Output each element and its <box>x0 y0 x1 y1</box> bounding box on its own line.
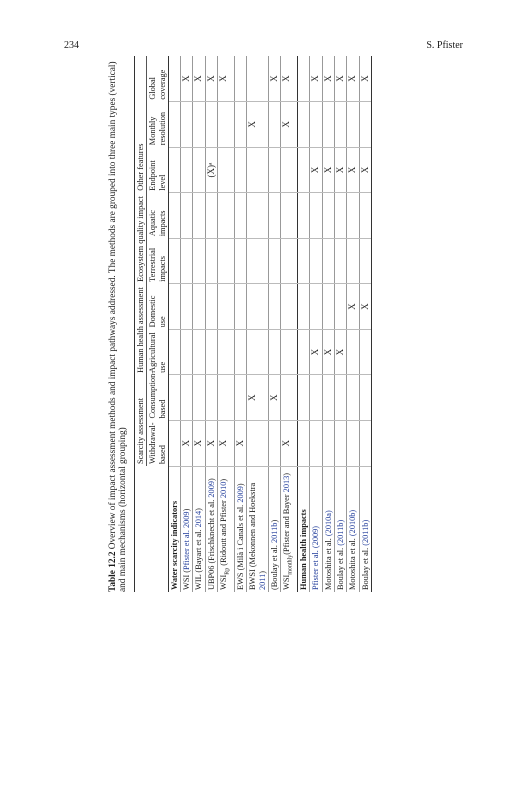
mark-cell <box>218 193 235 239</box>
method-name <box>218 466 235 592</box>
mark-cell <box>193 375 205 421</box>
mark-cell <box>268 284 280 330</box>
mark-cell <box>335 421 347 467</box>
mark-cell <box>268 193 280 239</box>
mark-cell: X <box>205 56 217 102</box>
blank-cell <box>298 421 310 467</box>
method-label-tail: ) <box>236 483 246 487</box>
mark-cell: X <box>281 102 298 148</box>
mark-cell: X <box>347 56 359 102</box>
mark-cell <box>347 375 359 421</box>
methods-table <box>134 56 372 592</box>
method-subscript: monthly <box>287 554 294 575</box>
blank-cell <box>298 329 310 375</box>
mark-cell <box>347 238 359 284</box>
method-name <box>310 466 322 592</box>
mark-cell: X <box>247 375 269 421</box>
method-name <box>347 466 359 592</box>
corner-cell-bottom <box>147 466 169 592</box>
table-row <box>205 56 217 592</box>
method-label: EWS (Milà i Canals et al. <box>236 502 246 590</box>
mark-cell <box>247 56 269 102</box>
mark-cell <box>359 421 371 467</box>
mark-cell <box>181 329 193 375</box>
column-header: Terrestrial impacts <box>147 238 169 284</box>
table-row <box>359 56 371 592</box>
citation-link[interactable]: 2009 <box>236 486 246 503</box>
section-title: Water scarcity indicators <box>168 466 180 592</box>
column-header: Monthly resolution <box>147 102 169 148</box>
blank-cell <box>168 238 180 284</box>
citation-link[interactable]: 2009 <box>206 481 216 498</box>
citation-link[interactable]: 2010 <box>219 481 229 499</box>
citation-link[interactable]: 2011b <box>269 522 279 543</box>
column-header: Domestic use <box>147 284 169 330</box>
mark-cell: X <box>181 56 193 102</box>
mark-cell: X <box>322 147 334 193</box>
table-row <box>347 56 359 592</box>
method-label: WSI <box>282 574 292 590</box>
section-title: Human health impacts <box>298 466 310 592</box>
mark-cell <box>335 238 347 284</box>
mark-cell <box>322 284 334 330</box>
mark-cell <box>281 193 298 239</box>
method-label: Boulay et al. <box>360 545 370 590</box>
mark-cell <box>322 238 334 284</box>
citation-link[interactable]: (2010a) <box>323 510 333 537</box>
method-label-tail: ) <box>194 508 204 511</box>
mark-cell: X <box>359 56 371 102</box>
caption-text: Overview of impact assessment methods and impact pathways addressed. The methods are grouped into three main types (vertical) and main mechanisms (horizontal grouping) <box>108 61 128 592</box>
mark-cell <box>247 238 269 284</box>
blank-cell <box>168 421 180 467</box>
mark-cell <box>347 329 359 375</box>
mark-cell <box>281 147 298 193</box>
blank-cell <box>298 238 310 284</box>
mark-cell <box>322 421 334 467</box>
mark-cell <box>193 193 205 239</box>
mark-cell <box>310 421 322 467</box>
blank-cell <box>168 193 180 239</box>
mark-cell <box>310 193 322 239</box>
method-label: UBP06 (Frischknecht et al. <box>206 497 216 590</box>
mark-cell <box>347 102 359 148</box>
mark-cell <box>268 421 280 467</box>
mark-cell <box>281 284 298 330</box>
mark-cell <box>335 375 347 421</box>
citation-link[interactable]: 2014 <box>194 510 204 528</box>
mark-cell: X <box>359 147 371 193</box>
table-row <box>193 56 205 592</box>
mark-cell <box>247 329 269 375</box>
mark-cell <box>193 329 205 375</box>
method-name <box>268 466 280 592</box>
blank-cell <box>298 284 310 330</box>
mark-cell <box>235 102 247 148</box>
table-row <box>281 56 298 592</box>
running-head-author: S. Pfister <box>426 40 463 51</box>
method-label: (Boulay et al. <box>269 542 279 590</box>
method-label: BWSI (Mekonnen and Hoekstra <box>248 482 258 590</box>
blank-cell <box>168 284 180 330</box>
mark-cell <box>268 147 280 193</box>
mark-cell <box>181 284 193 330</box>
mark-cell: X <box>347 284 359 330</box>
method-label-tail: ) <box>182 508 192 512</box>
mark-cell <box>247 284 269 330</box>
mark-cell: X <box>310 56 322 102</box>
blank-cell <box>298 102 310 148</box>
mark-cell <box>268 329 280 375</box>
mark-cell: X <box>281 421 298 467</box>
mark-cell <box>235 193 247 239</box>
mark-cell: X <box>268 375 280 421</box>
mark-cell <box>347 421 359 467</box>
method-label: Motoshita et al. <box>323 536 333 590</box>
group-header-other: Other features <box>135 56 147 193</box>
mark-cell <box>310 375 322 421</box>
mark-cell: X <box>322 56 334 102</box>
caption-label: Table 12.2 <box>108 551 118 592</box>
blank-cell <box>168 329 180 375</box>
method-label-tail: ) <box>257 570 267 574</box>
table-row <box>268 56 280 592</box>
table-body <box>168 56 371 592</box>
method-label: WIL (Bayart et al. <box>194 527 204 590</box>
mark-cell <box>235 284 247 330</box>
mark-cell <box>235 329 247 375</box>
table-row <box>335 56 347 592</box>
mark-cell <box>218 329 235 375</box>
mark-cell <box>193 102 205 148</box>
mark-cell <box>359 329 371 375</box>
citation-link[interactable]: Pfister et al. 2009 <box>182 511 192 570</box>
mark-cell <box>310 238 322 284</box>
mark-cell <box>335 193 347 239</box>
mark-cell <box>235 238 247 284</box>
table-row <box>235 56 247 592</box>
mark-cell: (X)ᵃ <box>205 147 217 193</box>
mark-cell <box>281 375 298 421</box>
mark-cell <box>322 193 334 239</box>
method-label-tail: ) <box>282 472 292 476</box>
column-header: Consumption-based <box>148 371 167 419</box>
method-label-tail: ) <box>219 478 229 482</box>
table-row <box>322 56 334 592</box>
column-header: Agricultural use <box>147 329 169 375</box>
mark-cell <box>322 375 334 421</box>
method-name <box>235 466 247 592</box>
mark-cell <box>247 193 269 239</box>
method-name <box>193 466 205 592</box>
section-row <box>168 56 180 592</box>
blank-cell <box>298 147 310 193</box>
method-name <box>335 466 347 592</box>
mark-cell <box>322 102 334 148</box>
mark-cell <box>218 238 235 284</box>
mark-cell: X <box>205 421 217 467</box>
column-header: Global coverage <box>147 56 169 102</box>
mark-cell: X <box>181 421 193 467</box>
mark-cell: X <box>335 147 347 193</box>
mark-cell <box>218 102 235 148</box>
mark-cell <box>281 329 298 375</box>
mark-cell <box>205 329 217 375</box>
column-header: Aquatic impacts <box>147 193 169 239</box>
rotated-table-block <box>108 56 456 592</box>
mark-cell <box>181 193 193 239</box>
mark-cell: X <box>268 56 280 102</box>
mark-cell: X <box>281 56 298 102</box>
page-number: 234 <box>64 40 79 51</box>
method-name <box>205 466 217 592</box>
mark-cell <box>247 421 269 467</box>
group-header-scarcity: Scarcity assessment <box>135 375 147 466</box>
column-header: Withdrawal-based <box>148 422 167 465</box>
mark-cell <box>193 147 205 193</box>
blank-cell <box>298 375 310 421</box>
mark-cell <box>181 102 193 148</box>
method-label: WSI <box>219 574 229 590</box>
method-label-tail: ) <box>269 519 279 523</box>
mark-cell: X <box>193 56 205 102</box>
mark-cell <box>218 147 235 193</box>
column-header: Endpoint level <box>147 147 169 193</box>
table-row <box>310 56 322 592</box>
blank-cell <box>168 102 180 148</box>
table-caption <box>108 56 130 592</box>
method-label-tail: ) <box>206 478 216 481</box>
blank-cell <box>168 375 180 421</box>
mark-cell <box>205 238 217 284</box>
mark-cell <box>218 284 235 330</box>
method-label: Boulay et al. <box>336 545 346 590</box>
mark-cell <box>347 193 359 239</box>
citation-link[interactable]: (2011b) <box>336 519 346 546</box>
group-header-ecosystem: Ecosystem quality impact <box>135 193 147 284</box>
blank-cell <box>168 147 180 193</box>
mark-cell <box>310 284 322 330</box>
mark-cell: X <box>335 329 347 375</box>
method-name <box>359 466 371 592</box>
group-header-human-health: Human health assessment <box>135 284 147 375</box>
section-row <box>298 56 310 592</box>
mark-cell <box>359 102 371 148</box>
citation-link[interactable]: 2013 <box>282 475 292 493</box>
mark-cell: X <box>193 421 205 467</box>
mark-cell: X <box>235 421 247 467</box>
mark-cell <box>205 193 217 239</box>
mark-cell <box>205 284 217 330</box>
method-label: WSI ( <box>182 569 192 590</box>
mark-cell: X <box>347 147 359 193</box>
table-row <box>247 56 269 592</box>
mark-cell <box>310 102 322 148</box>
mark-cell <box>268 102 280 148</box>
table-row <box>218 56 235 592</box>
mark-cell <box>359 375 371 421</box>
citation-link[interactable]: 2011 <box>257 573 267 590</box>
mark-cell: X <box>218 56 235 102</box>
citation-link[interactable]: (2010b) <box>348 509 358 537</box>
mark-cell <box>281 238 298 284</box>
mark-cell <box>181 147 193 193</box>
mark-cell <box>218 375 235 421</box>
citation-link[interactable]: (2011b) <box>360 519 370 546</box>
mark-cell: X <box>322 329 334 375</box>
blank-cell <box>298 56 310 102</box>
mark-cell <box>181 375 193 421</box>
method-label-cont: (Ridoutt and Pfister <box>219 498 229 568</box>
mark-cell <box>247 147 269 193</box>
mark-cell <box>335 102 347 148</box>
method-name <box>181 466 193 592</box>
citation-link[interactable]: Pfister et al. (2009) <box>311 525 321 590</box>
blank-cell <box>168 56 180 102</box>
mark-cell: X <box>247 102 269 148</box>
mark-cell <box>193 238 205 284</box>
method-subscript: Rp <box>224 567 231 575</box>
mark-cell: X <box>335 56 347 102</box>
mark-cell <box>181 238 193 284</box>
mark-cell: X <box>218 421 235 467</box>
method-label-cont: (Pfister and Bayer <box>282 492 292 555</box>
method-label: Motoshita et al. <box>348 536 358 590</box>
blank-cell <box>298 193 310 239</box>
mark-cell <box>359 193 371 239</box>
mark-cell <box>268 238 280 284</box>
mark-cell <box>359 238 371 284</box>
corner-cell <box>135 466 147 592</box>
table-row <box>181 56 193 592</box>
mark-cell: X <box>310 147 322 193</box>
mark-cell <box>205 102 217 148</box>
mark-cell: X <box>310 329 322 375</box>
mark-cell <box>205 375 217 421</box>
method-name <box>247 466 269 592</box>
mark-cell <box>193 284 205 330</box>
method-name <box>322 466 334 592</box>
mark-cell <box>235 56 247 102</box>
mark-cell <box>235 147 247 193</box>
method-name <box>281 466 298 592</box>
mark-cell <box>335 284 347 330</box>
mark-cell <box>235 375 247 421</box>
mark-cell: X <box>359 284 371 330</box>
